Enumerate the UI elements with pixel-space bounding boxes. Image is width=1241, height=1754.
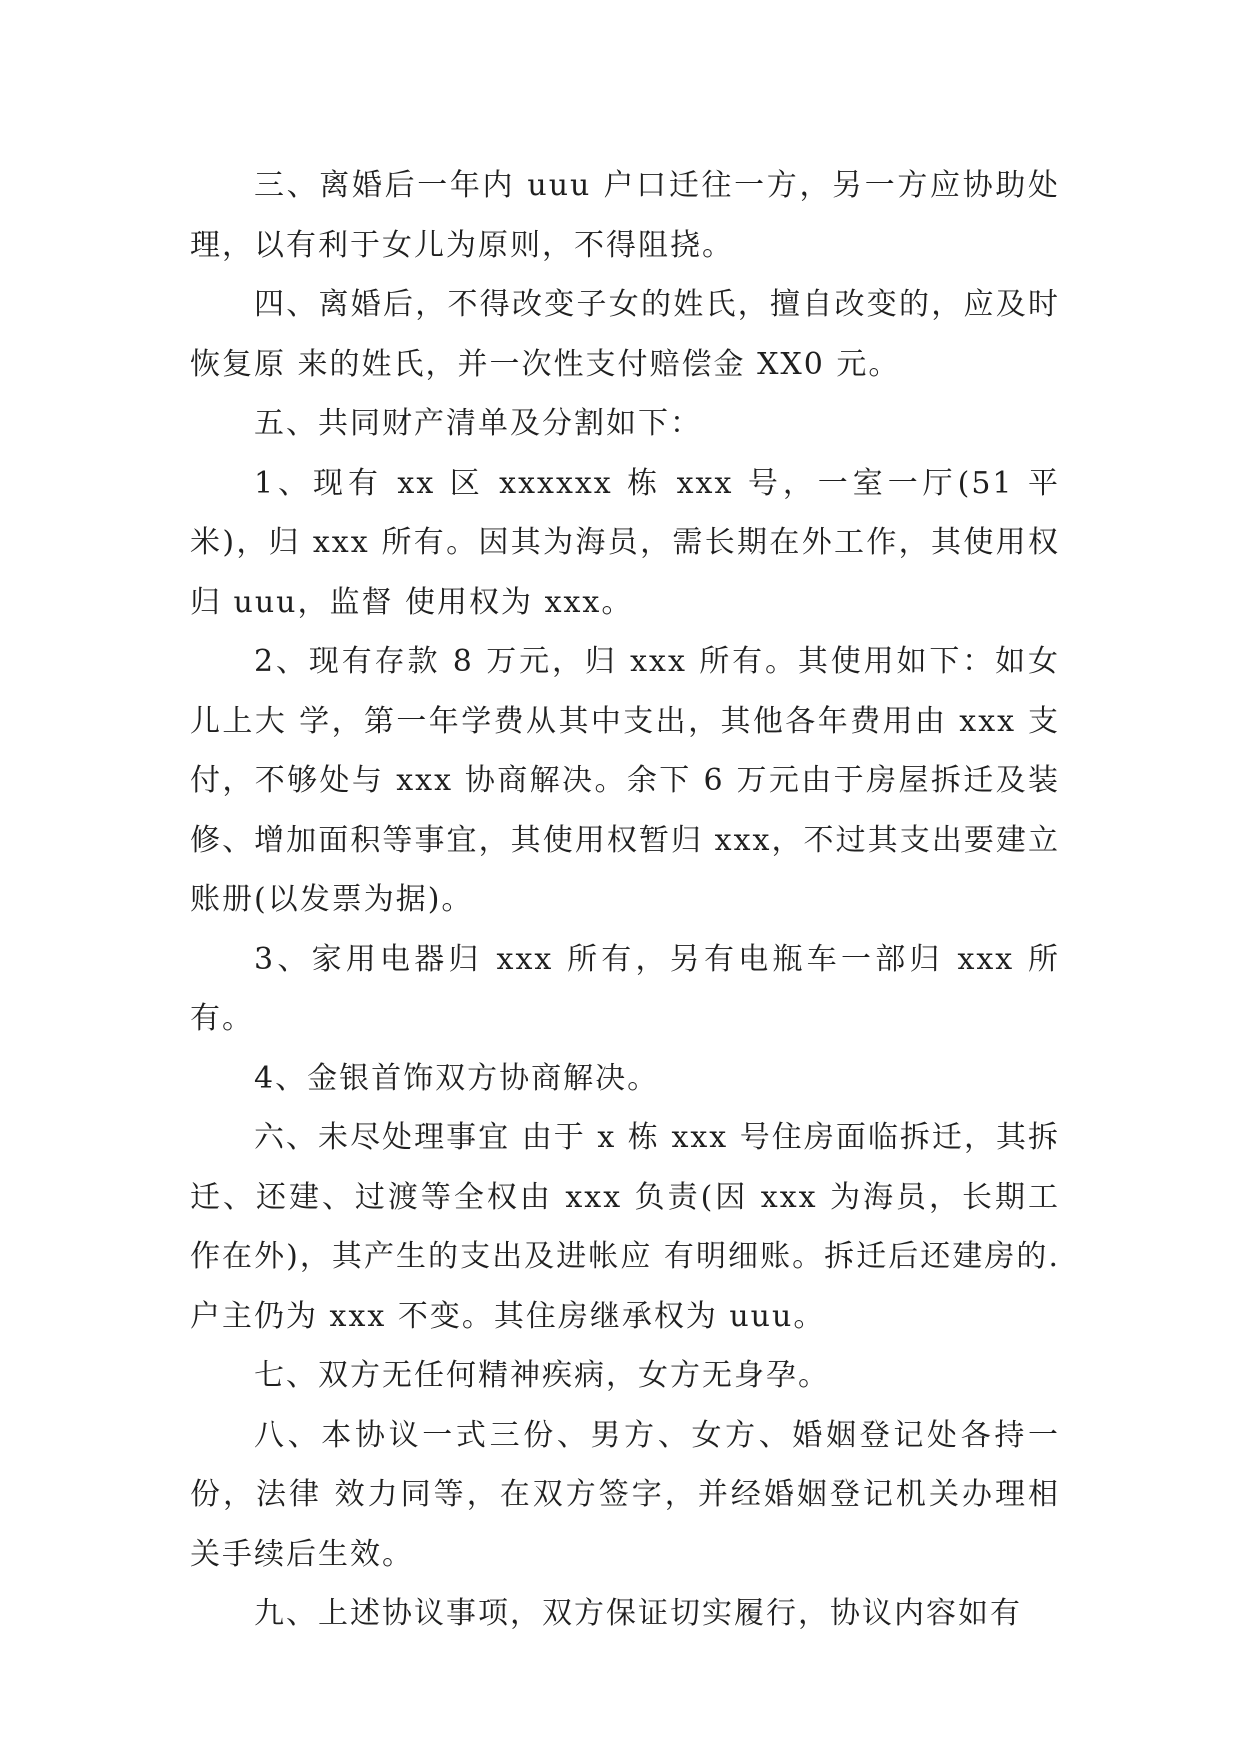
document-body [190, 156, 1060, 1644]
paragraph-6-pending-matters: 六、未尽处理事宜 由于 x 栋 xxx 号住房面临拆迁，其拆迁、还建、过渡等全权由 xxx 负责(因 xxx 为海员，长期工作在外)，其产生的支出及进帐应 有明细账。拆迁后还建房的.户主仍为 xxx 不变。其住房继承权为 uuu。 [190, 1120, 1060, 1334]
paragraph-9-performance: 九、上述协议事项，双方保证切实履行，协议内容如有 [254, 1596, 1022, 1631]
paragraph-4-surname: 四、离婚后，不得改变子女的姓氏，擅自改变的，应及时恢复原 来的姓氏，并一次性支付赔偿金 XX0 元。 [190, 287, 1060, 382]
paragraph-8-copies: 八、本协议一式三份、男方、女方、婚姻登记处各持一份，法律 效力同等，在双方签字，并经婚姻登记机关办理相关手续后生效。 [190, 1417, 1060, 1572]
paragraph-property-4-jewelry: 4、金银首饰双方协商解决。 [254, 1060, 660, 1096]
paragraph-3-hukou: 三、离婚后一年内 uuu 户口迁往一方，另一方应协助处理，以有利于女儿为原则，不得阻挠。 [190, 168, 1060, 263]
paragraph-property-2-savings: 2、现有存款 8 万元，归 xxx 所有。其使用如下：如女儿上大 学，第一年学费从其中支出，其他各年费用由 xxx 支付，不够处与 xxx 协商解决。余下 6 万元由于房屋拆迁及装修、增加面积等事宜，其使用权暂归 xxx，不过其支出要建立账册(以发票为据)。 [190, 644, 1060, 917]
paragraph-7-health: 七、双方无任何精神疾病，女方无身孕。 [254, 1358, 830, 1393]
paragraph-property-3-appliances: 3、家用电器归 xxx 所有，另有电瓶车一部归 xxx 所有。 [190, 941, 1060, 1036]
paragraph-5-property-heading: 五、共同财产清单及分割如下： [254, 406, 702, 441]
paragraph-property-1-house: 1、现有 xx 区 xxxxxx 栋 xxx 号，一室一厅(51 平米)，归 xxx 所有。因其为海员，需长期在外工作，其使用权归 uuu，监督 使用权为 xxx。 [190, 465, 1060, 620]
